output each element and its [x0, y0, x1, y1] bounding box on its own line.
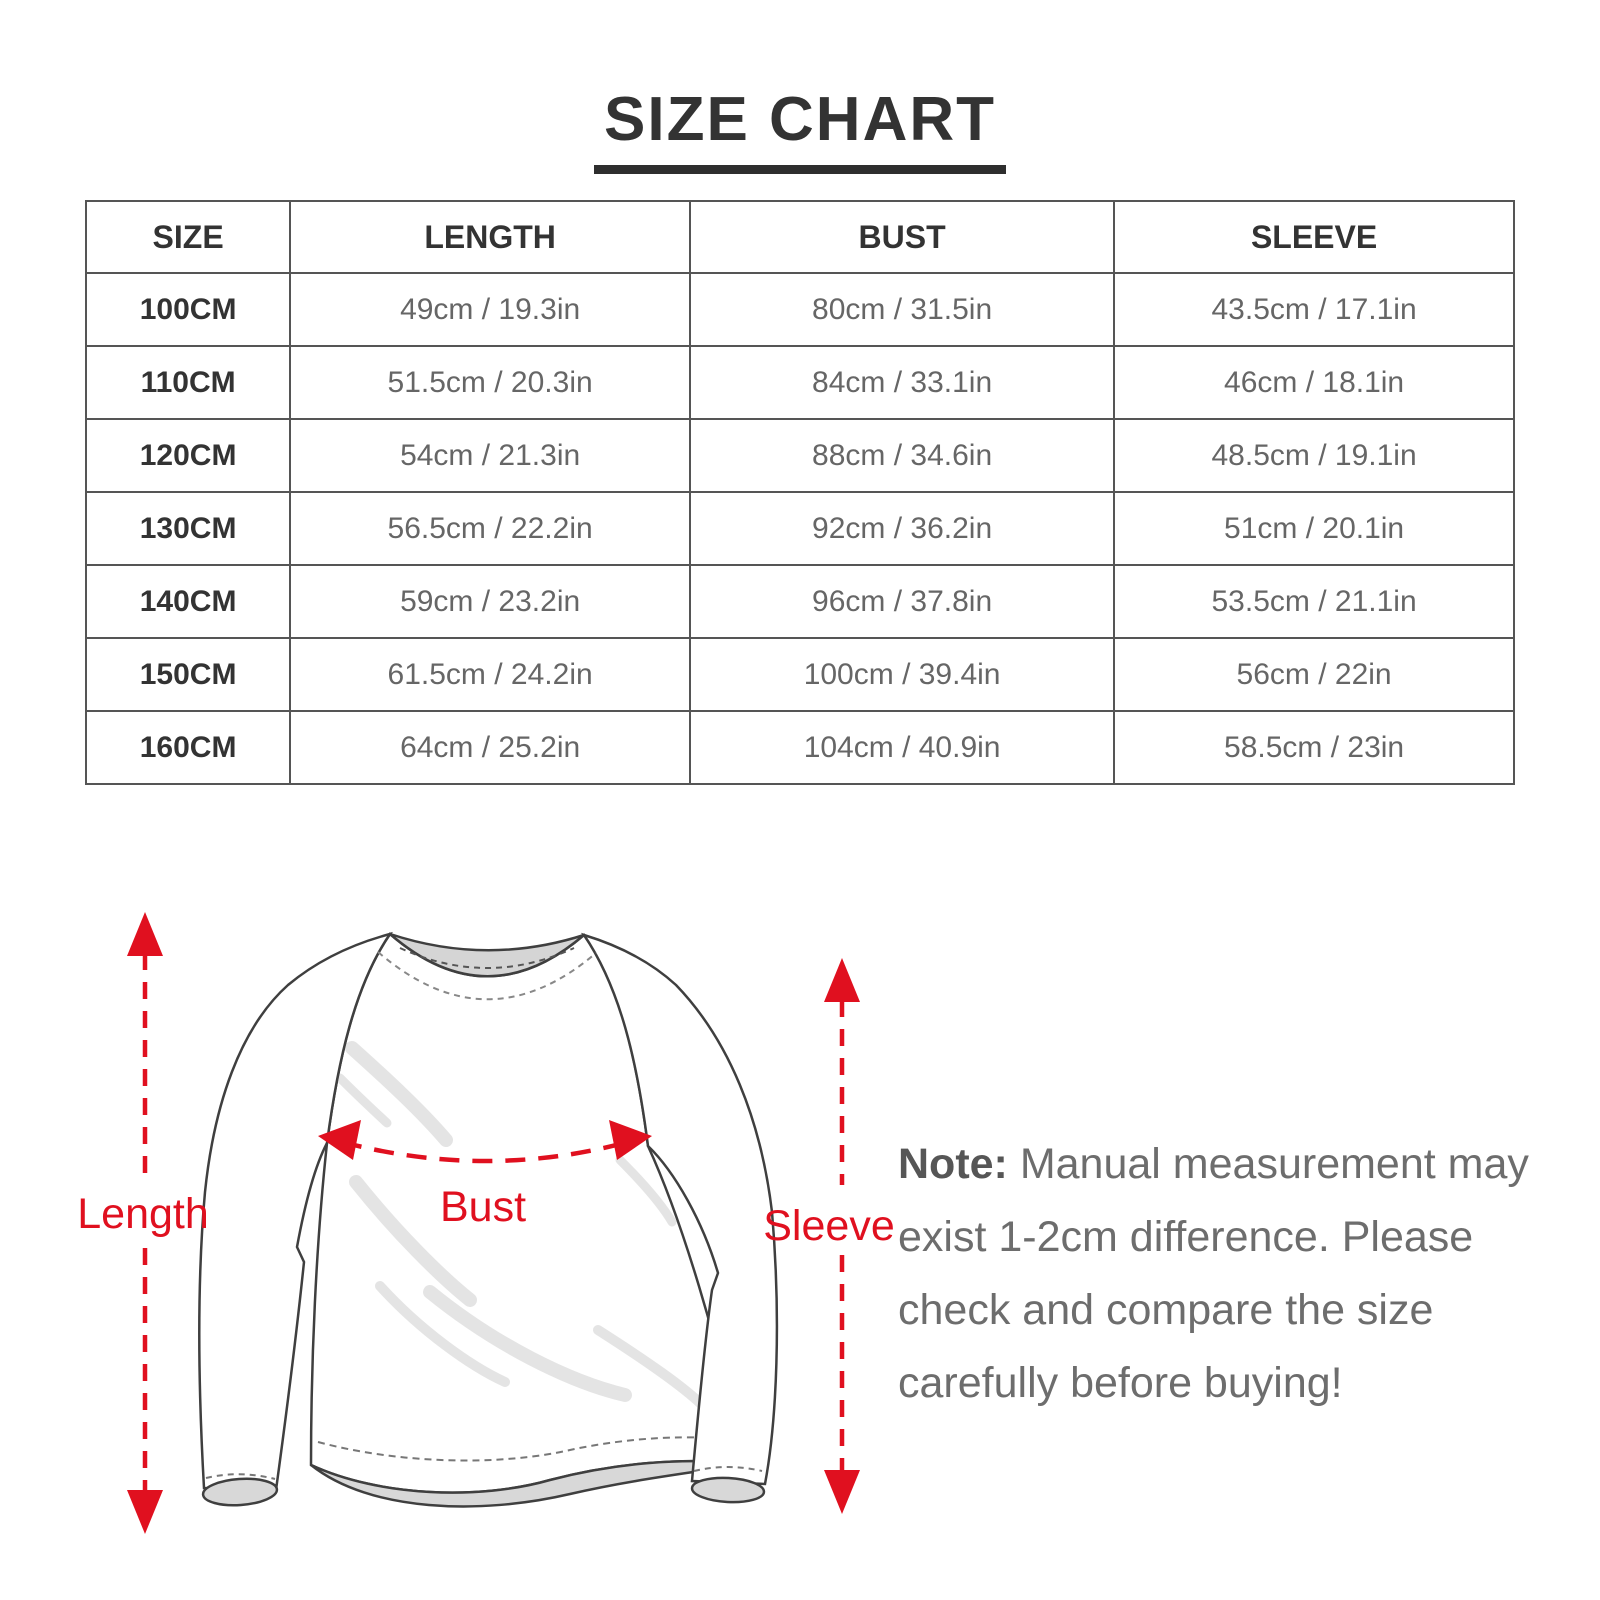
- table-cell: 80cm / 31.5in: [690, 273, 1114, 346]
- table-cell: 56.5cm / 22.2in: [290, 492, 690, 565]
- table-cell: 110CM: [86, 346, 290, 419]
- table-cell: 120CM: [86, 419, 290, 492]
- header-bust: BUST: [690, 201, 1114, 273]
- note-line: [898, 1128, 1529, 1201]
- table-cell: 48.5cm / 19.1in: [1114, 419, 1514, 492]
- note-block: [898, 1128, 1529, 1420]
- note-label: Note:: [898, 1140, 1008, 1188]
- table-cell: 51.5cm / 20.3in: [290, 346, 690, 419]
- table-cell: 100cm / 39.4in: [690, 638, 1114, 711]
- table-cell: 160CM: [86, 711, 290, 784]
- table-cell: 59cm / 23.2in: [290, 565, 690, 638]
- table-cell: 104cm / 40.9in: [690, 711, 1114, 784]
- table-cell: 54cm / 21.3in: [290, 419, 690, 492]
- table-cell: 49cm / 19.3in: [290, 273, 690, 346]
- note-line: check and compare the size: [898, 1286, 1434, 1334]
- table-cell: 61.5cm / 24.2in: [290, 638, 690, 711]
- arrow-down-icon: [127, 1490, 163, 1534]
- arrow-down-icon: [824, 1470, 860, 1514]
- header-size: SIZE: [86, 201, 290, 273]
- table-cell: 46cm / 18.1in: [1114, 346, 1514, 419]
- table-cell: 100CM: [86, 273, 290, 346]
- table-cell: 130CM: [86, 492, 290, 565]
- table-cell: 88cm / 34.6in: [690, 419, 1114, 492]
- bust-label: Bust: [439, 1183, 527, 1231]
- page-title: SIZE CHART: [594, 84, 1006, 174]
- note-line: carefully before buying!: [898, 1359, 1343, 1407]
- header-sleeve: SLEEVE: [1114, 201, 1514, 273]
- table-cell: 96cm / 37.8in: [690, 565, 1114, 638]
- note-text: Manual measurement may: [1019, 1140, 1529, 1188]
- table-cell: 51cm / 20.1in: [1114, 492, 1514, 565]
- header-length: LENGTH: [290, 201, 690, 273]
- table-cell: 150CM: [86, 638, 290, 711]
- table-cell: 64cm / 25.2in: [290, 711, 690, 784]
- note-line: exist 1-2cm difference. Please: [898, 1213, 1474, 1261]
- length-label: Length: [77, 1190, 209, 1238]
- table-cell: 56cm / 22in: [1114, 638, 1514, 711]
- table-cell: 58.5cm / 23in: [1114, 711, 1514, 784]
- arrow-up-icon: [824, 958, 860, 1002]
- table-cell: 53.5cm / 21.1in: [1114, 565, 1514, 638]
- table-cell: 43.5cm / 17.1in: [1114, 273, 1514, 346]
- table-cell: 84cm / 33.1in: [690, 346, 1114, 419]
- sleeve-label: Sleeve: [763, 1202, 895, 1250]
- table-cell: 140CM: [86, 565, 290, 638]
- table-cell: 92cm / 36.2in: [690, 492, 1114, 565]
- arrow-up-icon: [127, 912, 163, 956]
